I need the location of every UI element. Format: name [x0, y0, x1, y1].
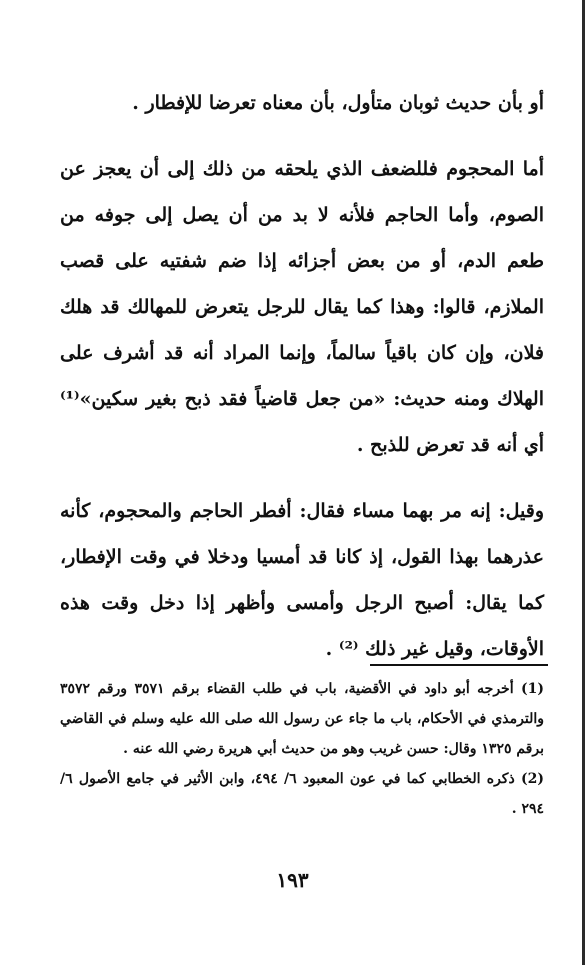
footnotes — [60, 674, 544, 824]
paragraph-3: وقيل: إنه مر بهما مساء فقال: أفطر الحاجم والمحجوم، كأنه عذرهما بهذا القول، إذ كانا قد أمسيا ودخلا في وقت الإفطار، كما يقال: أصبح الرجل وأمسى وأظهر إذا دخل وقت هذه الأوقات، وقيل غير ذلك ⁽²⁾ . — [60, 500, 544, 660]
footnote-1: (1) أخرجه أبو داود في الأقضية، باب في طلب القضاء برقم ٣٥٧١ ورقم ٣٥٧٢ والترمذي في الأحكام، باب ما جاء عن رسول الله صلى الله عليه وسلم في القاضي برقم ١٣٢٥ وقال: حسن غريب وهو من حديث أبي هريرة رضي الله عنه . — [60, 681, 544, 757]
footnote-divider — [370, 664, 548, 666]
footnote-2: (2) ذكره الخطابي كما في عون المعبود ٦/ ٤٩٤، وابن الأثير في جامع الأصول ٦/ ٢٩٤ . — [60, 771, 544, 817]
page-number: ١٩٣ — [276, 868, 309, 892]
paragraph-1: أو بأن حديث ثوبان متأول، بأن معناه تعرضا للإفطار . — [132, 92, 544, 114]
main-text — [60, 80, 544, 672]
paragraph-2: أما المحجوم فللضعف الذي يلحقه من ذلك إلى أن يعجز عن الصوم، وأما الحاجم فلأنه لا بد من أن يصل إلى جوفه من طعم الدم، أو من بعض أجزائه إذا ضم شفتيه على قصب الملازم، قالوا: وهذا كما يقال للرجل يتعرض للمهالك قد هلك فلان، وإن كان باقياً سالماً، وإنما المراد أنه قد أشرف على الهلاك ومنه حديث: «من جعل قاضياً فقد ذبح بغير سكين»⁽¹⁾ أي أنه قد تعرض للذبح . — [60, 158, 544, 456]
